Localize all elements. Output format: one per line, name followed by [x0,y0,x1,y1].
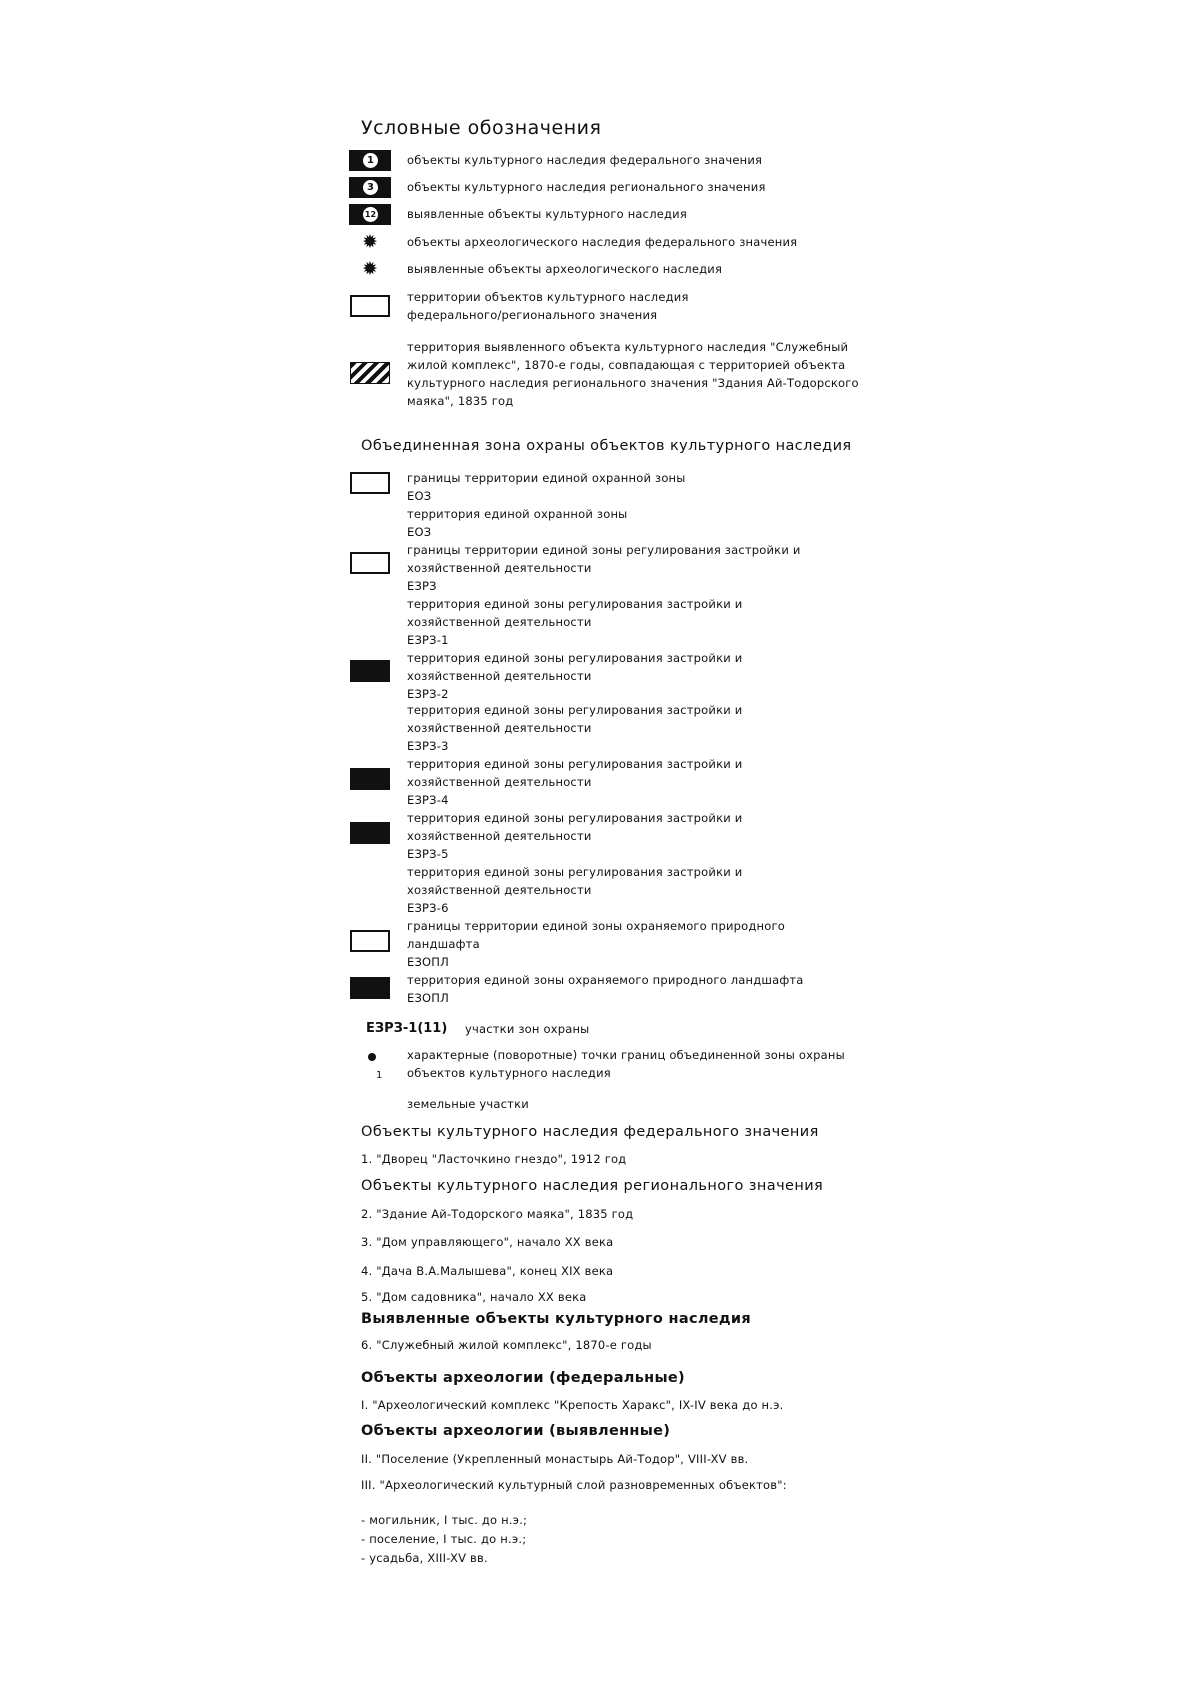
federal-heading: Объекты культурного наследия федерального значения [361,1124,819,1140]
arch-identified-item: III. "Археологический культурный слой разновременных объектов": [361,1478,787,1492]
zone-ezrz6-code: ЕЗРЗ-6 [407,901,449,915]
zone-ezrz1-text: территория единой зоны регулирования застройки и хозяйственной деятельности [407,597,743,629]
zone-ezrz3-text: территория единой зоны регулирования застройки и хозяйственной деятельности [407,703,743,735]
arch-federal-heading: Объекты археологии (федеральные) [361,1370,685,1386]
hatch-territory-icon [350,362,390,384]
zone-eoz-border-code: ЕОЗ [407,489,432,503]
eoz-border-icon [350,472,390,494]
identified-heritage-badge-icon: 12 [349,204,391,225]
arch-identified-item: II. "Поселение (Укрепленный монастырь Ай-Тодор", VIII-XV вв. [361,1452,749,1466]
sub-item: - усадьба, XIII-XV вв. [361,1551,488,1565]
arch-federal-item: I. "Археологический комплекс "Крепость Харакс", IX-IV века до н.э. [361,1398,784,1412]
zone-eoz-territory-code: ЕОЗ [407,525,432,539]
legend-title: Условные обозначения [361,117,602,139]
sub-item: - поселение, I тыс. до н.э.; [361,1532,527,1546]
legend-identified-heritage: выявленные объекты культурного наследия [407,207,687,221]
boundary-point-number: 1 [376,1070,383,1081]
archaeology-identified-icon: ✹ [362,258,378,280]
zone-heading: Объединенная зона охраны объектов культурного наследия [361,438,852,454]
ezopl-border-icon [350,930,390,952]
zone-eoz-territory-text: территория единой охранной зоны [407,507,628,521]
ezrz2-fill-icon [350,660,390,682]
ezrz5-fill-icon [350,822,390,844]
ezrz-border-icon [350,552,390,574]
boundary-points-text: характерные (поворотные) точки границ объединенной зоны охраны объектов культурного наследия [407,1048,845,1080]
zone-ezopl-border-text: границы территории единой зоны охраняемого природного ландшафта [407,919,785,951]
legend-federal-heritage: объекты культурного наследия федерального значения [407,153,763,167]
regional-item: 5. "Дом садовника", начало XX века [361,1290,587,1304]
regional-item: 2. "Здание Ай-Тодорского маяка", 1835 год [361,1207,634,1221]
archaeology-federal-icon: ✹ [362,231,378,253]
identified-heading: Выявленные объекты культурного наследия [361,1311,751,1327]
zone-eoz-border-text: границы территории единой охранной зоны [407,471,686,485]
legend-regional-heritage: объекты культурного наследия регионального значения [407,180,766,194]
identified-item: 6. "Служебный жилой комплекс", 1870-е годы [361,1338,652,1352]
zone-ezopl-territory-text: территория единой зоны охраняемого природного ландшафта [407,973,804,987]
legend-heritage-territory: территории объектов культурного наследия федерального/регионального значения [407,290,689,322]
zone-parts-text: участки зон охраны [465,1022,590,1036]
zone-ezrz4-text: территория единой зоны регулирования застройки и хозяйственной деятельности [407,757,743,789]
heritage-territory-outline-icon [350,295,390,317]
zone-ezrz1-code: ЕЗРЗ-1 [407,633,449,647]
regional-item: 3. "Дом управляющего", начало XX века [361,1235,614,1249]
sub-item: - могильник, I тыс. до н.э.; [361,1513,528,1527]
zone-ezrz5-code: ЕЗРЗ-5 [407,847,449,861]
regional-heading: Объекты культурного наследия регионального значения [361,1178,824,1194]
zone-ezopl-border-code: ЕЗОПЛ [407,955,449,969]
federal-heritage-badge-icon: 1 [349,150,391,171]
zone-ezrz3-code: ЕЗРЗ-3 [407,739,449,753]
ezrz4-fill-icon [350,768,390,790]
zone-ezrz2-code: ЕЗРЗ-2 [407,687,449,701]
zone-ezrz-border-code: ЕЗРЗ [407,579,437,593]
regional-heritage-badge-icon: 3 [349,177,391,198]
land-parcels-text: земельные участки [407,1097,529,1111]
zone-ezrz4-code: ЕЗРЗ-4 [407,793,449,807]
legend-archaeology-identified: выявленные объекты археологического наследия [407,262,723,276]
zone-parts-code: ЕЗРЗ-1(11) [366,1021,448,1036]
legend-hatch-territory: территория выявленного объекта культурного наследия "Служебный жилой комплекс", 1870-е годы, совпадающая с территорией объекта культурного наследия регионального значения "Здания Ай-Тодорского маяка", 1835 год [407,340,859,408]
federal-item: 1. "Дворец "Ласточкино гнездо", 1912 год [361,1152,627,1166]
zone-ezrz6-text: территория единой зоны регулирования застройки и хозяйственной деятельности [407,865,743,897]
zone-ezrz-border-text: границы территории единой зоны регулирования застройки и хозяйственной деятельности [407,543,801,575]
legend-archaeology-federal: объекты археологического наследия федерального значения [407,235,798,249]
zone-ezopl-territory-code: ЕЗОПЛ [407,991,449,1005]
regional-item: 4. "Дача В.А.Малышева", конец XIX века [361,1264,614,1278]
zone-ezrz5-text: территория единой зоны регулирования застройки и хозяйственной деятельности [407,811,743,843]
arch-identified-heading: Объекты археологии (выявленные) [361,1423,671,1439]
boundary-point-icon [368,1053,376,1061]
ezopl-fill-icon [350,977,390,999]
zone-ezrz2-text: территория единой зоны регулирования застройки и хозяйственной деятельности [407,651,743,683]
